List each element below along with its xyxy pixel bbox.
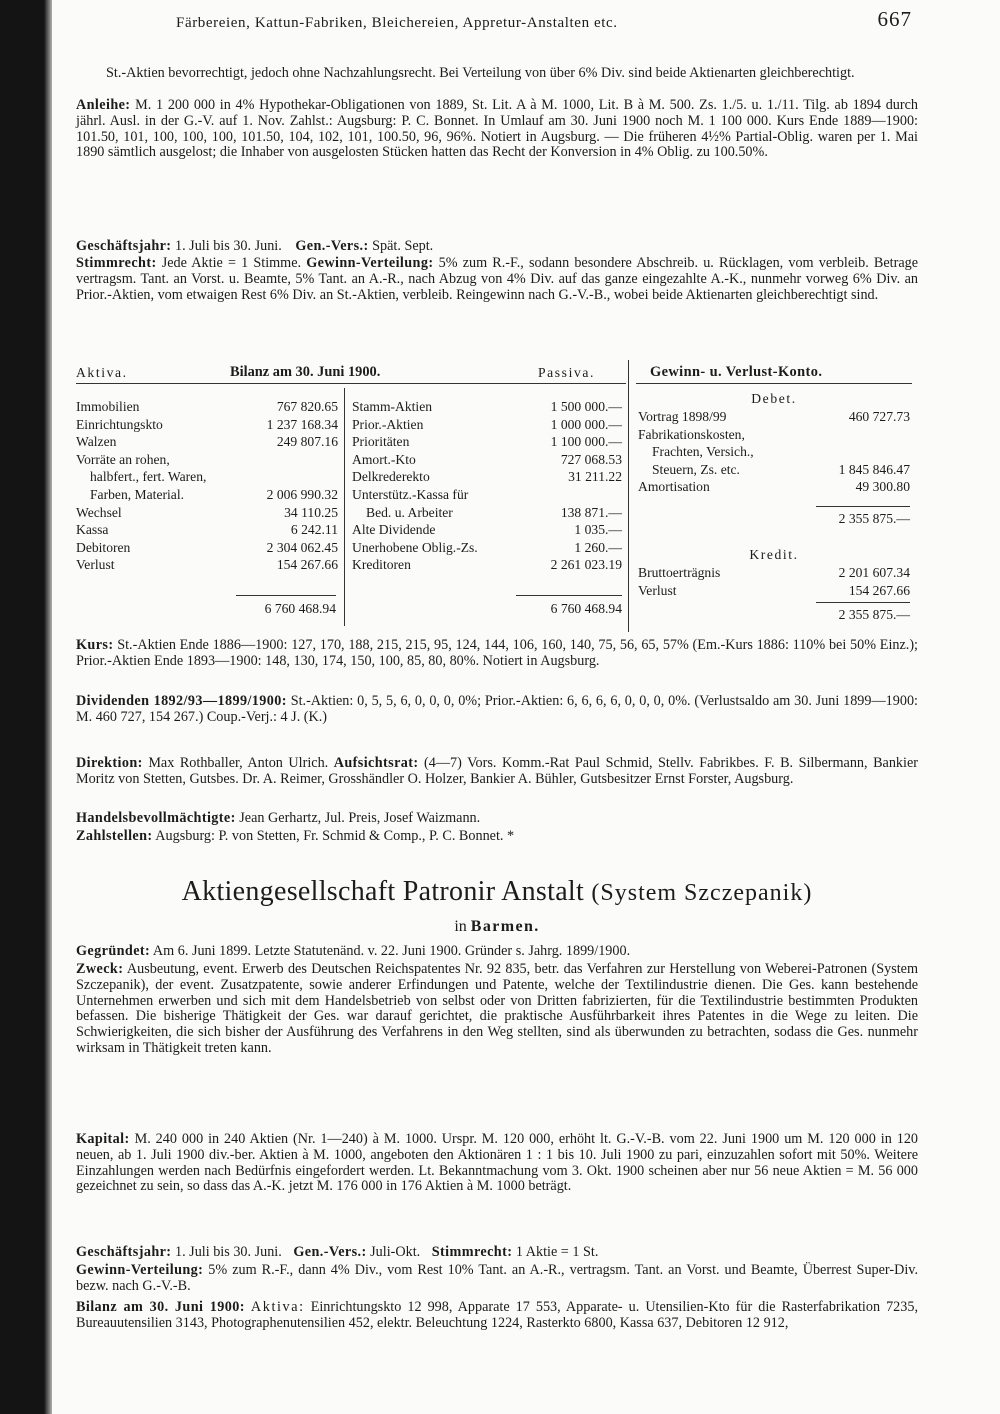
balance-sheet-table [76, 358, 912, 636]
zahlstellen-text: Augsburg: P. von Stetten, Fr. Schmid & Comp., P. C. Bonnet. * [155, 828, 515, 844]
passiva-amount: 2 261 023.19 [550, 557, 622, 573]
genvers-label: Gen.-Vers.: [295, 238, 369, 254]
stimmrecht2-text: 1 Aktie = 1 St. [515, 1244, 599, 1260]
passiva-label: Alte Dividende [352, 522, 436, 538]
debet-label: Steuern, Zs. etc. [652, 461, 740, 477]
dividenden-entry [76, 694, 918, 726]
bilanz-title: Bilanz am 30. Juni 1900. [230, 364, 381, 380]
debet-header: Debet. [751, 391, 797, 406]
passiva-row [352, 468, 622, 486]
stimmrecht-label: Stimmrecht: [76, 255, 157, 271]
aktiva-row [76, 556, 338, 574]
debet-amount: 460 727.73 [848, 409, 910, 424]
passiva-label: Unerhobene Oblig.-Zs. [352, 539, 478, 555]
stimmrecht2-label: Stimmrecht: [431, 1244, 513, 1260]
binding-edge [0, 0, 52, 1414]
debet-amount: 1 845 846.47 [838, 461, 910, 477]
company-system: (System Szczepanik) [591, 880, 813, 906]
aktiva-row [76, 486, 338, 504]
bilanz2-entry [76, 1300, 918, 1332]
passiva-row [352, 521, 622, 539]
zweck-entry [76, 962, 918, 1057]
genvers-text: Spät. Sept. [372, 238, 434, 254]
kredit-header: Kredit. [749, 547, 799, 562]
passiva-amount: 1 260.— [574, 539, 622, 555]
kapital-text: M. 240 000 in 240 Aktien (Nr. 1—240) à M. 1000. Urspr. M. 120 000, erhöht lt. G.-V.-B. vom 22. Juni 1900 um M. 120 000 in 120 neuen, ab 1. Juli 1900 div.-ber. Aktien à M. 1000, angeboten den Aktionären 1 : 1 bis 10. Juli 1900 zu pari, einzuzahlen sofort mit 50%. Weitere Einzahlungen werden nach Bedürfnis eingefordert werden. Lt. Bekanntmachung vom 3. Okt. 1900 scheinen aber nur 56 neue Aktien = M. 56 000 gezeichnet zu sein, so dass das A.-K. jetzt M. 176 000 in 176 Aktien à M. 1000 beträgt. [76, 1131, 919, 1195]
geschaeftsjahr2-label: Geschäftsjahr: [76, 1244, 172, 1260]
zweck-text: Ausbeutung, event. Erwerb des Deutschen Reichspatentes Nr. 92 835, betr. das Verfahren zur Herstellung von Weberei-Patronen (System Szczepanik), der event. Zusatzpatente, sowie anderer Erfindungen und Patente, welche der Textilindustrie dienen. Die Ges. kann bestehende Unternehmen erwerben und sich mit dem Handelsbetrieb von selbst oder von Dritten fabrizierten, für die Textilindustrie bestimmten Produkten befassen. Die bisherige Thätigkeit der Ges. war darauf gerichtet, die praktische Ausführbarkeit ihres Patentes in die Wege zu leiten. Die Schwierigkeiten, die sich bisher der Ausführung des Verfahrens in den Weg stellten, sind als überwunden zu betrachten, sodass die Ges. nunmehr wirksam in Thätigkeit treten kann. [76, 961, 919, 1056]
gegruendet-label: Gegründet: [76, 943, 151, 959]
direktion-label: Direktion: [76, 755, 143, 771]
gegruendet-text: Am 6. Juni 1899. Letzte Statutenänd. v. 22. Juni 1900. Gründer s. Jahrg. 1899/1900. [152, 943, 631, 959]
debet-row [638, 426, 910, 444]
passiva-label: Stamm-Aktien [352, 399, 433, 414]
debet-label: Amortisation [638, 479, 710, 495]
aktiva-row [76, 433, 338, 451]
passiva-label: Bed. u. Arbeiter [366, 504, 453, 520]
debet-amount: 49 300.80 [855, 479, 910, 495]
aktiva-label: Wechsel [76, 504, 122, 520]
aktiva-row [76, 451, 338, 469]
passiva-row [352, 416, 622, 434]
handelsbevollmaechtigte-label: Handelsbevollmächtigte: [76, 810, 236, 826]
aktiva-label: Kassa [76, 522, 109, 538]
direktion-text: Max Rothballer, Anton Ulrich. [148, 755, 329, 771]
anleihe-entry [76, 98, 918, 161]
passiva-amount: 727 068.53 [560, 451, 622, 467]
debet-row [638, 478, 910, 496]
aktiva-label: Farben, Material. [90, 487, 184, 502]
genvers2-text: Juli-Okt. [370, 1244, 421, 1260]
passiva-label: Unterstütz.-Kassa für [352, 487, 469, 502]
bilanz2-aktiva-label: Aktiva: [250, 1299, 305, 1315]
geschaeftsjahr2-entry [76, 1245, 918, 1261]
gewinnverteilung2-entry [76, 1263, 918, 1295]
gewinnverteilung2-label: Gewinn-Verteilung: [76, 1262, 204, 1278]
passiva-label: Kreditoren [352, 557, 411, 573]
stimmrecht-text: Jede Aktie = 1 Stimme. [161, 255, 302, 271]
passiva-row [352, 486, 622, 504]
aktiva-label: Walzen [76, 434, 117, 450]
aktiva-total: 6 760 468.94 [264, 601, 336, 616]
aktiva-row [76, 416, 338, 434]
passiva-row [352, 539, 622, 557]
passiva-row [352, 556, 622, 574]
passiva-label: Prioritäten [352, 434, 410, 450]
intro-text: St.-Aktien bevorrechtigt, jedoch ohne Nachzahlungsrecht. Bei Verteilung von über 6% Div. sind beide Aktienarten gleichberechtigt. [106, 65, 855, 81]
aktiva-label: Immobilien [76, 399, 140, 414]
passiva-header: Passiva. [538, 365, 595, 380]
passiva-amount: 1 000 000.— [550, 416, 622, 432]
debet-label: Fabrikationskosten, [638, 426, 745, 442]
aktiva-amount: 767 820.65 [276, 399, 338, 414]
passiva-amount: 1 100 000.— [550, 434, 622, 450]
page-number: 667 [877, 7, 912, 31]
passiva-label: Amort.-Kto [352, 451, 416, 467]
aktiva-amount: 34 110.25 [284, 504, 338, 520]
aufsichtsrat-text: (4—7) Vors. Komm.-Rat Paul Schmid, Stellv. Fabrikbes. F. B. Silbermann, Bankier Moritz von Stetten, Gutsbes. Dr. A. Reimer, Grosshändler O. Holzer, Bankier A. Bühler, Gutsbesitzer Ernst Forster, Augsburg. [76, 755, 918, 787]
kurs-label: Kurs: [76, 637, 114, 653]
kredit-label: Bruttoerträgnis [638, 565, 721, 580]
anleihe-text: M. 1 200 000 in 4% Hypothekar-Obligationen von 1889, St. Lit. A à M. 1000, Lit. B à M. 500. Zs. 1./5. u. 1./11. Tilg. ab 1894 durch jährl. Ausl. in der G.-V. auf 1. Nov. Zahlst.: Augsburg: P. C. Bonnet. In Umlauf am 30. Juni 1900 noch M. 1 100 000. Kurs Ende 1889—1900: 101.50, 101, 100, 100, 100, 101.50, 104, 102, 101, 100.50, 96, 96%. Notiert in Augsburg. — Die früheren 4½% Partial-Oblig. waren per 1. Mai 1890 sämtlich ausgelost; die Inhaber von ausgelosten Stücken hatten das Recht der Konversion in 4% Oblig. zu 100.50%. [76, 97, 919, 161]
aktiva-amount: 249 807.16 [276, 434, 338, 450]
guv-title: Gewinn- u. Verlust-Konto. [650, 364, 823, 380]
passiva-amount: 1 500 000.— [550, 399, 622, 414]
aktiva-amount: 1 237 168.34 [266, 416, 338, 432]
passiva-label: Prior.-Aktien [352, 416, 424, 432]
dividenden-label: Dividenden 1892/93—1899/1900: [76, 693, 287, 709]
passiva-amount: 138 871.— [560, 504, 622, 520]
aktiva-label: Debitoren [76, 539, 131, 555]
aktiva-row [76, 398, 338, 416]
aktiva-label: Einrichtungskto [76, 416, 163, 432]
passiva-row [352, 398, 622, 416]
passiva-row [352, 504, 622, 522]
bilanz2-text: Einrichtungskto 12 998, Apparate 17 553, Apparate- u. Utensilien-Kto für die Rasterfabrikation 7235, Bureauutensilien 3143, Photographenutensilien 452, elektr. Beleuchtung 1224, Rasterkto 6800, Kassa 637, Debitoren 12 912, [76, 1299, 919, 1331]
aktiva-amount: 2 006 990.32 [266, 487, 338, 502]
kapital-entry [76, 1132, 918, 1195]
company-heading [76, 876, 918, 907]
aktiva-amount: 2 304 062.45 [266, 539, 338, 555]
direktion-entry [76, 756, 918, 788]
dividenden-text: St.-Aktien: 0, 5, 5, 6, 0, 0, 0, 0%; Prior.-Aktien: 6, 6, 6, 6, 0, 0, 0, 0%. (Verlustsaldo am 30. Juni 1899—1900: M. 460 727, 154 267.) Coup.-Verj.: 4 J. (K.) [76, 693, 918, 725]
running-header [76, 7, 918, 38]
passiva-row [352, 433, 622, 451]
intro-paragraph [76, 66, 918, 82]
geschaeftsjahr-text: 1. Juli bis 30. Juni. [174, 238, 282, 254]
stimmrecht-entry [76, 256, 918, 303]
zahlstellen-label: Zahlstellen: [76, 828, 153, 844]
page [76, 0, 918, 1414]
kredit-amount: 154 267.66 [848, 582, 910, 598]
gewinnverteilung-label: Gewinn-Verteilung: [306, 255, 434, 271]
zahlstellen-entry [76, 829, 918, 845]
debet-label: Vortrag 1898/99 [638, 409, 727, 424]
kapital-label: Kapital: [76, 1131, 130, 1147]
debet-row [638, 408, 910, 426]
gewinnverteilung2-text: 5% zum R.-F., dann 4% Div., vom Rest 10% Tant. an A.-R., vertragsm. Tant. an Vorst. und Beamte, Überrest Super-Div. bezw. nach G.-V.-B. [76, 1262, 919, 1294]
aktiva-row [76, 504, 338, 522]
zweck-label: Zweck: [76, 961, 124, 977]
aktiva-row [76, 468, 338, 486]
geschaeftsjahr2-text: 1. Juli bis 30. Juni. [174, 1244, 282, 1260]
aktiva-amount: 154 267.66 [276, 557, 338, 573]
debet-total: 2 355 875.— [838, 511, 910, 526]
kurs-entry [76, 638, 918, 670]
passiva-label: Delkrederekto [352, 469, 430, 485]
aktiva-label: halbfert., fert. Waren, [90, 469, 207, 485]
company-in: in [454, 918, 467, 935]
aktiva-header: Aktiva. [76, 365, 128, 380]
aufsichtsrat-label: Aufsichtsrat: [333, 755, 419, 771]
anleihe-label: Anleihe: [76, 97, 131, 113]
kurs-text: St.-Aktien Ende 1886—1900: 127, 170, 188, 215, 215, 95, 124, 144, 106, 160, 140, 75, 56, 65, 57% (Em.-Kurs 1886: 110% bei 50% Einz.); Prior.-Aktien Ende 1893—1900: 148, 130, 174, 150, 100, 85, 80, 80%. Notiert in Augsburg. [76, 637, 918, 669]
aktiva-row [76, 539, 338, 557]
debet-row [638, 443, 910, 461]
company-name: Aktiengesellschaft Patronir Anstalt [181, 876, 585, 907]
bilanz2-label: Bilanz am 30. Juni 1900: [76, 1299, 245, 1315]
aktiva-row [76, 521, 338, 539]
handelsbevollmaechtigte-text: Jean Gerhartz, Jul. Preis, Josef Waizmann. [239, 810, 481, 826]
kredit-row [638, 582, 910, 600]
kredit-amount: 2 201 607.34 [838, 565, 910, 580]
passiva-row [352, 451, 622, 469]
passiva-total: 6 760 468.94 [550, 601, 622, 616]
company-location [76, 919, 918, 935]
passiva-amount: 31 211.22 [568, 469, 622, 485]
geschaeftsjahr-label: Geschäftsjahr: [76, 238, 172, 254]
aktiva-label: Verlust [76, 557, 115, 573]
debet-label: Frachten, Versich., [652, 444, 754, 460]
kredit-label: Verlust [638, 582, 677, 598]
gegruendet-entry [76, 944, 918, 960]
company-city: Barmen. [470, 918, 540, 935]
passiva-amount: 1 035.— [574, 522, 622, 538]
handelsbevollmaechtigte-entry [76, 811, 918, 827]
genvers2-label: Gen.-Vers.: [293, 1244, 367, 1260]
running-title: Färbereien, Kattun-Fabriken, Bleichereien, Appretur-Anstalten etc. [176, 15, 618, 31]
kredit-total: 2 355 875.— [838, 607, 910, 622]
aktiva-amount: 6 242.11 [290, 522, 338, 538]
geschaeftsjahr-entry [76, 239, 918, 255]
gewinnverteilung-text: 5% zum R.-F., sodann besondere Abschreib. u. Rücklagen, vom verbleib. Betrage vertragsm. Tant. an Vorst. u. Beamte, 5% Tant. an A.-R., nach Abzug von 4% Div. auf das ganze eingezahlte A.-K., nunmehr vorweg 6% Div. an Prior.-Aktien, vom etwaigen Rest 6% Div. an St.-Aktien, verbleib. Reingewinn nach G.-V.-B., wobei beide Aktienarten gleichberechtigt sind. [76, 255, 919, 303]
kredit-row [638, 564, 910, 582]
debet-row [638, 461, 910, 479]
aktiva-label: Vorräte an rohen, [76, 451, 170, 467]
